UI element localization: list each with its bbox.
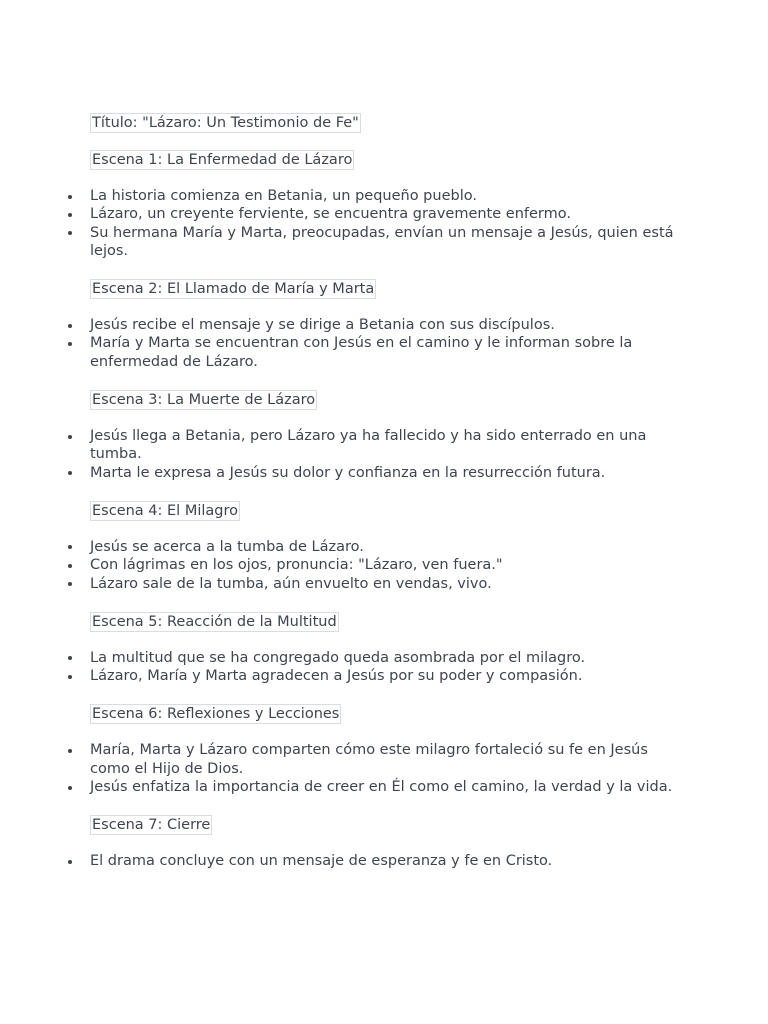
scene-1-bullets (90, 187, 680, 260)
list-item: El drama concluye con un mensaje de esperanza y fe en Cristo. (90, 852, 680, 870)
scene-heading: Escena 6: Reflexiones y Lecciones (92, 706, 340, 723)
list-item: Jesús se acerca a la tumba de Lázaro. (90, 538, 680, 556)
list-item: Con lágrimas en los ojos, pronuncia: "Lázaro, ven fuera." (90, 556, 680, 574)
scene-heading: Escena 1: La Enfermedad de Lázaro (92, 152, 353, 168)
scene-heading: Escena 2: El Llamado de María y Marta (92, 281, 375, 298)
scene-7-heading-block (90, 815, 680, 833)
scene-4-bullets (90, 538, 680, 593)
scene-heading: Escena 7: Cierre (92, 817, 211, 834)
scene-heading: Escena 3: La Muerte de Lázaro (92, 392, 316, 409)
list-item: Jesús enfatiza la importancia de creer en Él como el camino, la verdad y la vida. (90, 778, 680, 796)
scene-heading: Escena 4: El Milagro (92, 502, 238, 519)
list-item: Marta le expresa a Jesús su dolor y confianza en la resurrección futura. (90, 464, 680, 482)
list-item: Su hermana María y Marta, preocupadas, envían un mensaje a Jesús, quien está lejos. (90, 224, 680, 261)
list-item: María, Marta y Lázaro comparten cómo este milagro fortaleció su fe en Jesús como el Hijo de Dios. (90, 741, 680, 778)
scene-2-bullets (90, 316, 680, 371)
list-item: Jesús llega a Betania, pero Lázaro ya ha fallecido y ha sido enterrado en una tumba. (90, 427, 680, 464)
list-item: La multitud que se ha congregado queda asombrada por el milagro. (90, 649, 680, 667)
scene-3-bullets (90, 427, 680, 482)
scene-3-heading-block (90, 390, 680, 408)
list-item: María y Marta se encuentran con Jesús en el camino y le informan sobre la enfermedad de Lázaro. (90, 334, 680, 371)
scene-5-heading-block (90, 612, 680, 630)
document-body (90, 113, 680, 890)
scene-4-heading-block (90, 501, 680, 519)
scene-heading: Escena 5: Reacción de la Multitud (92, 613, 337, 630)
title-block (90, 113, 680, 131)
scene-1-heading-block (90, 150, 680, 168)
list-item: Lázaro sale de la tumba, aún envuelto en vendas, vivo. (90, 575, 680, 593)
scene-2-heading-block (90, 279, 680, 297)
scene-6-heading-block (90, 704, 680, 722)
list-item: Lázaro, María y Marta agradecen a Jesús por su poder y compasión. (90, 667, 680, 685)
list-item: Jesús recibe el mensaje y se dirige a Betania con sus discípulos. (90, 316, 680, 334)
scene-6-bullets (90, 741, 680, 796)
list-item: La historia comienza en Betania, un pequeño pueblo. (90, 187, 680, 205)
document-title: Título: "Lázaro: Un Testimonio de Fe" (92, 115, 359, 131)
list-item: Lázaro, un creyente ferviente, se encuentra gravemente enfermo. (90, 205, 680, 223)
scene-5-bullets (90, 649, 680, 686)
scene-7-bullets (90, 852, 680, 870)
